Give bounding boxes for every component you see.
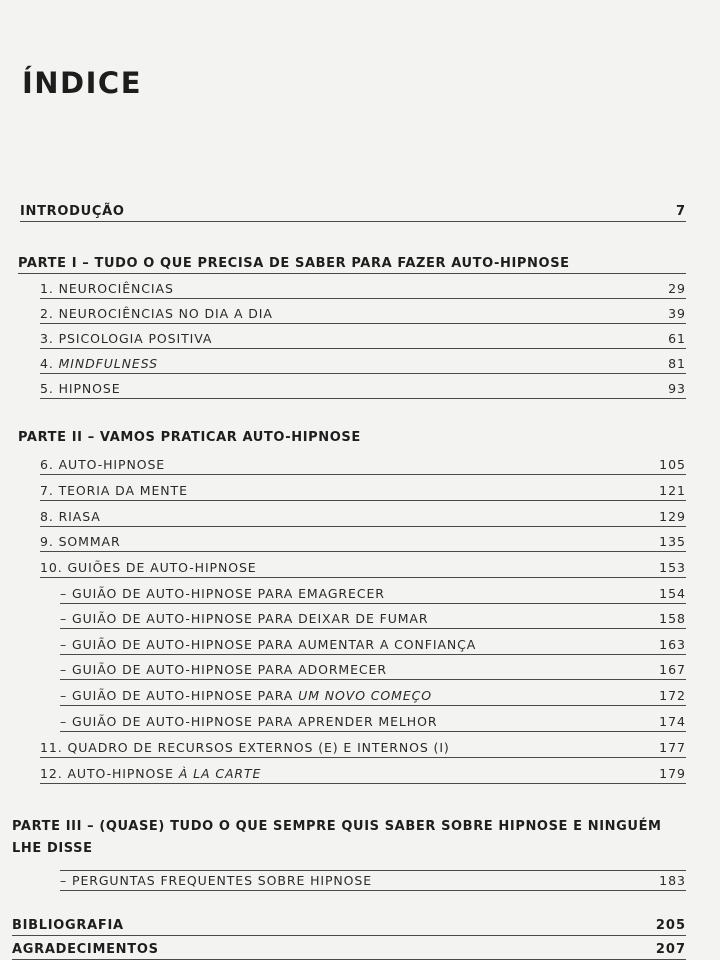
toc-entry[interactable]: 3. PSICOLOGIA POSITIVA 61 bbox=[40, 331, 686, 349]
toc-subentry[interactable]: – GUIÃO DE AUTO-HIPNOSE PARA APRENDER MELHOR 174 bbox=[60, 714, 686, 732]
toc-subentry[interactable]: – GUIÃO DE AUTO-HIPNOSE PARA AUMENTAR A CONFIANÇA 163 bbox=[60, 637, 686, 655]
entry-page: 205 bbox=[655, 918, 686, 933]
toc-entry[interactable]: 10. GUIÕES DE AUTO-HIPNOSE 153 bbox=[40, 560, 686, 578]
toc-entry[interactable]: 7. TEORIA DA MENTE 121 bbox=[40, 483, 686, 501]
part-title: PARTE II – VAMOS PRATICAR AUTO-HIPNOSE bbox=[18, 430, 361, 445]
entry-label: AGRADECIMENTOS bbox=[12, 942, 159, 957]
part-heading-1 bbox=[18, 256, 686, 274]
toc-subentry[interactable]: – GUIÃO DE AUTO-HIPNOSE PARA ADORMECER 167 bbox=[60, 662, 686, 680]
entry-label: INTRODUÇÃO bbox=[20, 204, 125, 219]
part-heading-3: PARTE III – (QUASE) TUDO O QUE SEMPRE QUIS SABER SOBRE HIPNOSE E NINGUÉM LHE DISSE bbox=[12, 819, 662, 856]
toc-subentry[interactable]: – GUIÃO DE AUTO-HIPNOSE PARA DEIXAR DE FUMAR 158 bbox=[60, 611, 686, 629]
toc-entry-bibliografia[interactable] bbox=[12, 918, 686, 936]
toc-entry[interactable]: 8. RIASA 129 bbox=[40, 509, 686, 527]
entry-page: 7 bbox=[675, 204, 686, 219]
toc-entry-introducao[interactable] bbox=[20, 204, 686, 222]
toc-entry[interactable]: 4. MINDFULNESS 81 bbox=[40, 356, 686, 374]
toc-subentry[interactable]: – GUIÃO DE AUTO-HIPNOSE PARA EMAGRECER 154 bbox=[60, 586, 686, 604]
toc-entry[interactable]: 5. HIPNOSE 93 bbox=[40, 381, 686, 399]
toc-entry-agradecimentos[interactable] bbox=[12, 942, 686, 960]
toc-entry[interactable]: 1. NEUROCIÊNCIAS 29 bbox=[40, 281, 686, 299]
toc-entry[interactable]: 2. NEUROCIÊNCIAS NO DIA A DIA 39 bbox=[40, 306, 686, 324]
toc-entry[interactable]: 9. SOMMAR 135 bbox=[40, 534, 686, 552]
toc-entry[interactable]: 11. QUADRO DE RECURSOS EXTERNOS (E) E INTERNOS (I) 177 bbox=[40, 740, 686, 758]
toc-entry[interactable]: 12. AUTO-HIPNOSE À LA CARTE 179 bbox=[40, 766, 686, 784]
page-title: ÍNDICE bbox=[22, 66, 143, 100]
entry-page: 207 bbox=[655, 942, 686, 957]
toc-entry[interactable]: 6. AUTO-HIPNOSE 105 bbox=[40, 457, 686, 475]
toc-subentry[interactable]: – PERGUNTAS FREQUENTES SOBRE HIPNOSE 183 bbox=[60, 870, 686, 891]
part-heading-2 bbox=[18, 430, 686, 447]
entry-label: BIBLIOGRAFIA bbox=[12, 918, 124, 933]
toc-subentry[interactable]: – GUIÃO DE AUTO-HIPNOSE PARA UM NOVO COMEÇO 172 bbox=[60, 688, 686, 706]
part-title: PARTE I – TUDO O QUE PRECISA DE SABER PARA FAZER AUTO-HIPNOSE bbox=[18, 256, 570, 271]
